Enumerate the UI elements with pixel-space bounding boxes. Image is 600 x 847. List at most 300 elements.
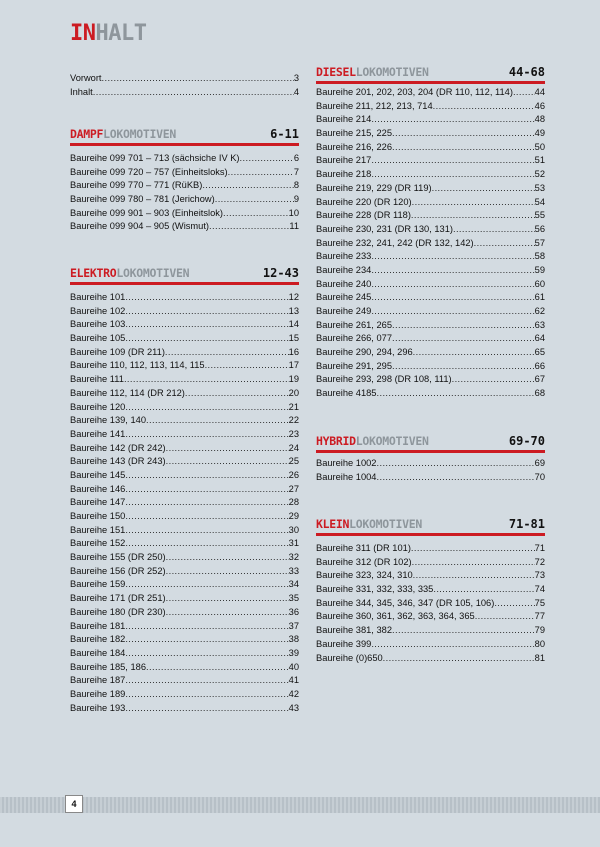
- toc-entry: [70, 647, 299, 661]
- dot-leader: [412, 556, 535, 570]
- toc-entry-page: 55: [534, 210, 545, 221]
- toc-entry-label: Baureihe 261, 265: [316, 319, 392, 330]
- dot-leader: [166, 442, 289, 456]
- toc-entry: [70, 207, 299, 221]
- toc-entry: [70, 428, 299, 442]
- dot-leader: [453, 223, 535, 237]
- dot-leader: [371, 291, 534, 305]
- toc-entry-page: 54: [534, 196, 545, 207]
- intro-list: [70, 72, 299, 99]
- toc-entry: [316, 113, 545, 127]
- toc-entry-label: Baureihe 155 (DR 250): [70, 552, 166, 563]
- toc-entry: [70, 332, 299, 346]
- toc-entry-page: 4: [293, 86, 299, 97]
- dot-leader: [392, 127, 535, 141]
- toc-entry: [70, 72, 299, 86]
- section-page-range: 44-68: [508, 65, 545, 79]
- toc-entry: [70, 565, 299, 579]
- toc-entry-label: Baureihe 219, 229 (DR 119): [316, 182, 432, 193]
- section-klein: [316, 516, 545, 665]
- dot-leader: [392, 319, 535, 333]
- toc-entry: [70, 578, 299, 592]
- toc-entry-page: 7: [293, 166, 299, 177]
- page-title: [70, 22, 146, 46]
- toc-entry-label: Baureihe 233: [316, 251, 372, 262]
- dot-leader: [125, 647, 288, 661]
- toc-entry-page: 27: [288, 483, 299, 494]
- dot-leader: [166, 551, 289, 565]
- toc-entry-label: Baureihe 145: [70, 469, 126, 480]
- toc-entry-page: 14: [288, 319, 299, 330]
- dot-leader: [146, 661, 289, 675]
- toc-entry: [70, 401, 299, 415]
- toc-entry-label: Baureihe 240: [316, 278, 372, 289]
- dot-leader: [413, 346, 535, 360]
- section-dampf: [70, 126, 299, 234]
- toc-entry: [316, 360, 545, 374]
- toc-entry-page: 17: [288, 360, 299, 371]
- dot-leader: [228, 166, 294, 180]
- toc-entry: [316, 168, 545, 182]
- toc-entry: [70, 166, 299, 180]
- dot-leader: [146, 414, 289, 428]
- dot-leader: [125, 510, 288, 524]
- toc-entry-label: Baureihe 214: [316, 114, 372, 125]
- toc-entry: [316, 457, 545, 471]
- section-page-range: 69-70: [508, 434, 545, 448]
- toc-entry-page: 29: [288, 511, 299, 521]
- toc-entry-label: Baureihe 110, 112, 113, 114, 115: [70, 360, 205, 371]
- toc-entry-page: 53: [534, 182, 545, 193]
- dot-leader: [166, 455, 289, 469]
- toc-entry: [70, 152, 299, 166]
- toc-entry: [316, 471, 545, 485]
- toc-entry-page: 19: [288, 374, 299, 385]
- toc-entry-page: 26: [288, 469, 299, 480]
- toc-entry: [70, 414, 299, 428]
- toc-entry: [316, 387, 545, 401]
- dot-leader: [125, 291, 288, 305]
- toc-entry-page: 77: [534, 611, 545, 622]
- toc-entry: [70, 483, 299, 497]
- toc-entry-label: Baureihe 105: [70, 333, 126, 344]
- toc-entry-page: 56: [534, 223, 545, 234]
- section-title: [70, 267, 189, 280]
- toc-entry-page: 50: [534, 141, 545, 152]
- dot-leader: [452, 373, 535, 387]
- toc-entry-page: 38: [288, 634, 299, 645]
- toc-entry-label: Baureihe 215, 225: [316, 128, 392, 139]
- toc-entry: [70, 674, 299, 688]
- dot-leader: [411, 209, 535, 223]
- dot-leader: [474, 237, 535, 251]
- dot-leader: [223, 207, 289, 221]
- toc-entry: [70, 305, 299, 319]
- toc-entry: [70, 592, 299, 606]
- dot-leader: [125, 674, 288, 688]
- dot-leader: [371, 638, 534, 652]
- section-title-rest: LOKOMOTIVEN: [349, 517, 422, 531]
- toc-entry-label: Baureihe 201, 202, 203, 204 (DR 110, 112, 114): [316, 87, 513, 97]
- toc-entry-page: 35: [288, 593, 299, 604]
- toc-entry: [316, 250, 545, 264]
- toc-entry: [316, 278, 545, 292]
- dot-leader: [93, 86, 294, 100]
- toc-entry-label: Baureihe 141: [70, 428, 126, 439]
- toc-entry: [316, 305, 545, 319]
- toc-entry-label: Baureihe 156 (DR 252): [70, 565, 166, 576]
- section-header: [70, 126, 299, 146]
- toc-entry-label: Baureihe 187: [70, 675, 126, 686]
- toc-entry: [70, 551, 299, 565]
- toc-entry-page: 60: [534, 278, 545, 289]
- dot-leader: [376, 457, 534, 471]
- toc-entry-label: Baureihe 291, 295: [316, 360, 392, 371]
- section-title: [316, 435, 429, 448]
- dot-leader: [371, 154, 534, 168]
- toc-entry: [70, 86, 299, 100]
- toc-entry-label: Baureihe 245: [316, 292, 372, 303]
- dot-leader: [166, 606, 289, 620]
- section-title-rest: LOKOMOTIVEN: [116, 266, 190, 280]
- toc-entry: [70, 318, 299, 332]
- toc-entry-page: 9: [293, 194, 299, 205]
- toc-entry: [70, 620, 299, 634]
- toc-entry: [316, 154, 545, 168]
- dot-leader: [125, 318, 288, 332]
- toc-entry: [316, 196, 545, 210]
- toc-entry-label: Baureihe 152: [70, 538, 126, 549]
- dot-leader: [166, 565, 289, 579]
- toc-entry: [316, 319, 545, 333]
- toc-entry: [316, 652, 545, 666]
- toc-entry-page: 32: [288, 552, 299, 563]
- toc-entry-label: Baureihe 1002: [316, 458, 377, 468]
- toc-entry-page: 75: [534, 597, 545, 608]
- page-title-highlight: IN: [70, 21, 96, 46]
- toc-entry-page: 16: [288, 346, 299, 357]
- toc-entry: [70, 359, 299, 373]
- toc-entry-label: Baureihe 290, 294, 296: [316, 347, 413, 358]
- toc-entry-page: 42: [288, 688, 299, 699]
- page-number: 4: [65, 795, 83, 813]
- section-title-highlight: KLEIN: [316, 517, 350, 531]
- toc-entry: [316, 597, 545, 611]
- toc-entry-label: Baureihe 147: [70, 497, 126, 508]
- toc-entry-page: 49: [534, 128, 545, 139]
- toc-entry-page: 79: [534, 625, 545, 636]
- dot-leader: [185, 387, 289, 401]
- toc-entry-label: Baureihe 234: [316, 264, 372, 275]
- dot-leader: [392, 360, 535, 374]
- section-page-range: 71-81: [508, 517, 545, 531]
- toc-entry: [70, 510, 299, 524]
- dot-leader: [102, 72, 294, 86]
- dot-leader: [125, 401, 288, 415]
- toc-entry: [70, 661, 299, 675]
- toc-entry: [316, 209, 545, 223]
- toc-entry: [316, 291, 545, 305]
- toc-entry-label: Baureihe 189: [70, 688, 126, 699]
- section-title-highlight: DIESEL: [316, 65, 356, 79]
- toc-entry-label: Baureihe 1004: [316, 471, 377, 482]
- toc-entry: [70, 633, 299, 647]
- toc-entry-label: Baureihe 323, 324, 310: [316, 570, 413, 581]
- toc-entry-label: Baureihe 139, 140: [70, 415, 146, 426]
- dot-leader: [125, 633, 288, 647]
- toc-entry-page: 37: [288, 620, 299, 631]
- toc-entry-page: 46: [534, 100, 545, 111]
- toc-entry-label: Baureihe 159: [70, 579, 126, 590]
- toc-entry-label: Baureihe 211, 212, 213, 714: [316, 100, 433, 111]
- toc-entry: [70, 455, 299, 469]
- toc-entry-label: Baureihe 103: [70, 319, 126, 330]
- dot-leader: [166, 592, 289, 606]
- dot-leader: [124, 373, 289, 387]
- toc-entry-label: Baureihe 143 (DR 243): [70, 456, 166, 467]
- dot-leader: [413, 569, 535, 583]
- toc-entry-page: 44: [534, 87, 545, 97]
- toc-entry-page: 13: [288, 305, 299, 316]
- toc-entry-page: 57: [534, 237, 545, 248]
- toc-entry: [316, 624, 545, 638]
- toc-entry-label: Baureihe 312 (DR 102): [316, 556, 412, 567]
- toc-entry-page: 62: [534, 306, 545, 316]
- toc-entry-label: Baureihe 151: [70, 524, 126, 535]
- toc-entry: [316, 223, 545, 237]
- toc-entry-label: Baureihe 293, 298 (DR 108, 111): [316, 374, 452, 385]
- footer-strip: [0, 797, 600, 813]
- section-title-rest: LOKOMOTIVEN: [103, 127, 176, 141]
- toc-entry-label: Baureihe 171 (DR 251): [70, 593, 166, 604]
- dot-leader: [209, 220, 289, 234]
- dot-leader: [433, 583, 534, 597]
- toc-entry: [316, 182, 545, 196]
- toc-entry-page: 8: [293, 180, 299, 191]
- toc-entry-page: 12: [288, 292, 299, 302]
- dot-leader: [392, 332, 535, 346]
- toc-entry-label: Baureihe 182: [70, 634, 126, 645]
- toc-entry: [70, 373, 299, 387]
- toc-entry-label: Baureihe 232, 241, 242 (DR 132, 142): [316, 237, 474, 248]
- section-title-rest: LOKOMOTIVEN: [355, 434, 429, 448]
- toc-entry-page: 3: [293, 73, 299, 83]
- toc-entry-page: 52: [534, 169, 545, 180]
- toc-entry-label: Baureihe 4185: [316, 388, 377, 399]
- toc-entry-label: Baureihe 185, 186: [70, 661, 146, 672]
- toc-entry: [316, 86, 545, 100]
- toc-entry: [70, 537, 299, 551]
- toc-entry-page: 24: [288, 442, 299, 453]
- toc-entry-page: 80: [534, 638, 545, 649]
- toc-entry: [70, 702, 299, 716]
- section-title: [70, 128, 176, 141]
- toc-entry-page: 20: [288, 387, 299, 398]
- toc-entry-page: 73: [534, 570, 545, 581]
- toc-entry-page: 6: [293, 153, 299, 163]
- toc-entry: [316, 638, 545, 652]
- toc-entry: [70, 442, 299, 456]
- toc-entry-label: Baureihe 228 (DR 118): [316, 210, 411, 221]
- toc-entry: [70, 606, 299, 620]
- toc-entry: [316, 542, 545, 556]
- toc-entry-page: 74: [534, 584, 545, 595]
- entry-list: [316, 86, 545, 401]
- entry-list: [316, 542, 545, 665]
- dot-leader: [125, 496, 288, 510]
- toc-entry-page: 34: [288, 579, 299, 590]
- toc-entry-label: Baureihe 099 901 – 903 (Einheitslok): [70, 207, 223, 218]
- dot-leader: [125, 428, 288, 442]
- toc-entry: [70, 179, 299, 193]
- toc-entry-page: 23: [288, 428, 299, 439]
- toc-entry: [316, 264, 545, 278]
- dot-leader: [165, 346, 289, 360]
- toc-entry-page: 21: [288, 401, 299, 412]
- dot-leader: [433, 100, 535, 114]
- toc-entry: [316, 332, 545, 346]
- toc-entry-page: 64: [534, 333, 545, 344]
- toc-entry: [316, 373, 545, 387]
- toc-entry-label: Baureihe 101: [70, 292, 126, 302]
- toc-entry: [70, 387, 299, 401]
- section-title-highlight: DAMPF: [70, 127, 104, 141]
- dot-leader: [376, 387, 534, 401]
- dot-leader: [412, 196, 535, 210]
- toc-entry-label: Baureihe 193: [70, 702, 126, 713]
- section-title: [316, 518, 422, 531]
- toc-entry-page: 71: [534, 543, 545, 553]
- toc-entry-page: 59: [534, 264, 545, 275]
- toc-entry-label: Baureihe 181: [70, 620, 126, 631]
- section-header: [316, 64, 545, 84]
- toc-entry-page: 61: [534, 292, 545, 303]
- toc-entry-label: Baureihe 184: [70, 647, 126, 658]
- toc-entry-label: Baureihe 111: [70, 374, 124, 385]
- toc-entry-label: Baureihe 344, 345, 346, 347 (DR 105, 106): [316, 597, 495, 608]
- toc-entry: [316, 100, 545, 114]
- toc-entry: [70, 291, 299, 305]
- section-page-range: 12-43: [262, 266, 299, 280]
- toc-entry: [70, 688, 299, 702]
- toc-entry-page: 67: [534, 374, 545, 385]
- toc-entry-page: 68: [534, 388, 545, 399]
- toc-entry-page: 69: [534, 458, 545, 468]
- dot-leader: [371, 278, 534, 292]
- toc-entry: [70, 469, 299, 483]
- entry-list: [316, 457, 545, 484]
- section-title: [316, 66, 429, 79]
- toc-entry-label: Baureihe 142 (DR 242): [70, 442, 166, 453]
- toc-entry-label: Baureihe 399: [316, 638, 372, 649]
- dot-leader: [383, 652, 535, 666]
- toc-entry-page: 65: [534, 347, 545, 358]
- toc-entry-label: Baureihe 230, 231 (DR 130, 131): [316, 223, 453, 234]
- section-header: [316, 516, 545, 536]
- toc-entry-label: Baureihe 220 (DR 120): [316, 196, 412, 207]
- toc-entry-page: 41: [288, 675, 299, 686]
- toc-entry: [316, 237, 545, 251]
- dot-leader: [125, 469, 288, 483]
- toc-entry-page: 58: [534, 251, 545, 262]
- toc-entry: [316, 346, 545, 360]
- dot-leader: [125, 524, 288, 538]
- section-title-highlight: ELEKTRO: [70, 266, 117, 280]
- section-title-rest: LOKOMOTIVEN: [355, 65, 429, 79]
- section-header: [316, 433, 545, 453]
- toc-entry-page: 72: [534, 556, 545, 567]
- dot-leader: [125, 620, 288, 634]
- toc-entry-page: 22: [288, 415, 299, 426]
- toc-entry-label: Baureihe 360, 361, 362, 363, 364, 365: [316, 611, 475, 622]
- toc-entry-label: Baureihe 120: [70, 401, 126, 412]
- toc-entry-page: 33: [288, 565, 299, 576]
- toc-entry-label: Baureihe 146: [70, 483, 126, 494]
- toc-entry-page: 66: [534, 360, 545, 371]
- toc-entry-label: Inhalt: [70, 86, 93, 97]
- toc-entry-page: 63: [534, 319, 545, 330]
- toc-entry: [70, 193, 299, 207]
- dot-leader: [371, 168, 534, 182]
- section-elektro: [70, 265, 299, 715]
- toc-entry-page: 81: [534, 652, 545, 663]
- toc-entry-page: 28: [288, 497, 299, 508]
- page-title-rest: HALT: [95, 21, 147, 46]
- dot-leader: [392, 624, 535, 638]
- section-diesel: [316, 64, 545, 401]
- toc-entry: [316, 141, 545, 155]
- dot-leader: [125, 305, 288, 319]
- toc-entry-page: 15: [288, 333, 299, 344]
- dot-leader: [125, 702, 288, 716]
- toc-entry-label: Baureihe 381, 382: [316, 625, 392, 636]
- toc-entry-label: Baureihe 112, 114 (DR 212): [70, 387, 185, 398]
- toc-entry-label: Baureihe 266, 077: [316, 333, 392, 344]
- toc-entry: [316, 583, 545, 597]
- toc-entry-page: 39: [288, 647, 299, 658]
- toc-entry-label: Baureihe 217: [316, 155, 372, 166]
- dot-leader: [411, 542, 535, 556]
- toc-entry: [316, 127, 545, 141]
- toc-entry-page: 30: [288, 524, 299, 535]
- section-header: [70, 265, 299, 285]
- entry-list: [70, 152, 299, 234]
- dot-leader: [202, 179, 294, 193]
- toc-entry-page: 43: [288, 702, 299, 713]
- entry-list: [70, 291, 299, 715]
- dot-leader: [205, 359, 289, 373]
- dot-leader: [215, 193, 294, 207]
- toc-entry-label: Vorwort: [70, 73, 102, 83]
- section-page-range: 6-11: [270, 127, 299, 141]
- toc-entry-label: Baureihe 099 701 – 713 (sächsiche IV K): [70, 153, 240, 163]
- dot-leader: [371, 113, 534, 127]
- toc-entry: [70, 220, 299, 234]
- toc-entry-label: Baureihe 180 (DR 230): [70, 606, 166, 617]
- toc-entry-label: Baureihe 218: [316, 169, 372, 180]
- toc-entry: [70, 524, 299, 538]
- toc-entry: [70, 496, 299, 510]
- dot-leader: [125, 537, 288, 551]
- toc-entry: [70, 346, 299, 360]
- toc-entry-label: Baureihe 099 720 – 757 (Einheitsloks): [70, 166, 228, 177]
- toc-entry-page: 36: [288, 606, 299, 617]
- toc-entry-page: 31: [288, 538, 299, 549]
- dot-leader: [125, 688, 288, 702]
- toc-entry: [316, 556, 545, 570]
- section-hybrid: [316, 433, 545, 484]
- toc-entry: [316, 610, 545, 624]
